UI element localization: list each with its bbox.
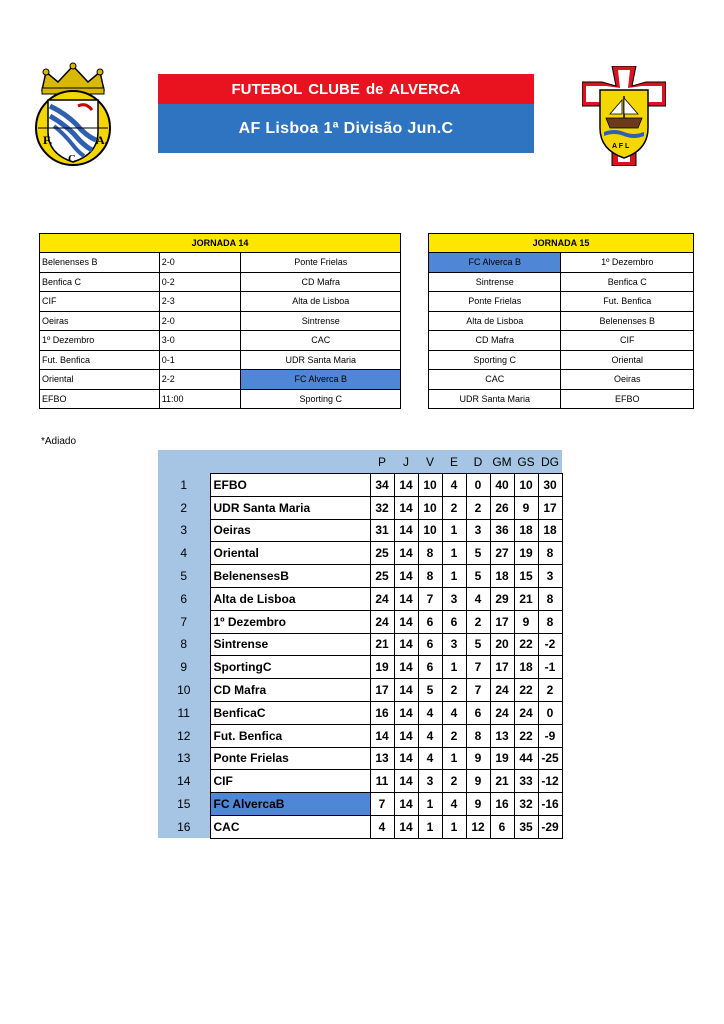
home-team: Ponte Frielas bbox=[429, 292, 561, 312]
standings-row bbox=[158, 679, 562, 702]
stat-cell-v: 8 bbox=[418, 565, 442, 588]
stat-cell-gs: 10 bbox=[514, 474, 538, 497]
home-team: Oeiras bbox=[40, 311, 160, 331]
team-cell: CIF bbox=[210, 770, 370, 793]
standings-table bbox=[158, 450, 563, 839]
stat-cell-d: 0 bbox=[466, 474, 490, 497]
stat-cell-dg: -9 bbox=[538, 724, 562, 747]
stat-cell-j: 14 bbox=[394, 496, 418, 519]
stat-cell-j: 14 bbox=[394, 747, 418, 770]
away-team: Belenenses B bbox=[561, 311, 694, 331]
stat-cell-dg: -2 bbox=[538, 633, 562, 656]
stat-cell-p: 14 bbox=[370, 724, 394, 747]
home-team: EFBO bbox=[40, 389, 160, 409]
team-cell: Oriental bbox=[210, 542, 370, 565]
position-cell: 11 bbox=[158, 701, 210, 724]
standings-row bbox=[158, 474, 562, 497]
position-cell: 13 bbox=[158, 747, 210, 770]
stat-cell-d: 4 bbox=[466, 587, 490, 610]
stat-cell-e: 1 bbox=[442, 565, 466, 588]
away-team: Oeiras bbox=[561, 370, 694, 390]
stat-cell-e: 3 bbox=[442, 633, 466, 656]
stat-cell-gm: 17 bbox=[490, 656, 514, 679]
stat-cell-p: 7 bbox=[370, 793, 394, 816]
stat-cell-gm: 13 bbox=[490, 724, 514, 747]
stat-cell-dg: -12 bbox=[538, 770, 562, 793]
header-team bbox=[210, 450, 370, 474]
stat-cell-p: 16 bbox=[370, 701, 394, 724]
home-team: UDR Santa Maria bbox=[429, 389, 561, 409]
stat-cell-gs: 18 bbox=[514, 519, 538, 542]
club-title: FUTEBOL CLUBE de ALVERCA bbox=[158, 74, 534, 104]
stat-cell-gs: 22 bbox=[514, 724, 538, 747]
stat-cell-e: 1 bbox=[442, 815, 466, 838]
home-team: CAC bbox=[429, 370, 561, 390]
stat-cell-p: 24 bbox=[370, 610, 394, 633]
position-cell: 3 bbox=[158, 519, 210, 542]
match-row bbox=[429, 370, 694, 390]
col-header: DG bbox=[538, 450, 562, 474]
stat-cell-j: 14 bbox=[394, 770, 418, 793]
col-header: GS bbox=[514, 450, 538, 474]
stat-cell-p: 17 bbox=[370, 679, 394, 702]
team-cell: UDR Santa Maria bbox=[210, 496, 370, 519]
standings-row bbox=[158, 656, 562, 679]
position-cell: 4 bbox=[158, 542, 210, 565]
stat-cell-gs: 33 bbox=[514, 770, 538, 793]
match-row bbox=[40, 350, 401, 370]
postponed-note: *Adiado bbox=[41, 436, 77, 447]
stat-cell-gs: 35 bbox=[514, 815, 538, 838]
stat-cell-d: 9 bbox=[466, 793, 490, 816]
home-team: 1º Dezembro bbox=[40, 331, 160, 351]
stat-cell-p: 25 bbox=[370, 542, 394, 565]
team-cell: CD Mafra bbox=[210, 679, 370, 702]
standings-row bbox=[158, 793, 562, 816]
col-header: GM bbox=[490, 450, 514, 474]
stat-cell-gs: 32 bbox=[514, 793, 538, 816]
away-team: UDR Santa Maria bbox=[241, 350, 401, 370]
stat-cell-p: 24 bbox=[370, 587, 394, 610]
stat-cell-dg: -25 bbox=[538, 747, 562, 770]
standings-row bbox=[158, 724, 562, 747]
team-cell: Ponte Frielas bbox=[210, 747, 370, 770]
match-row bbox=[40, 253, 401, 273]
stat-cell-v: 1 bbox=[418, 815, 442, 838]
competition-title: AF Lisboa 1ª Divisão Jun.C bbox=[158, 104, 534, 153]
stat-cell-d: 12 bbox=[466, 815, 490, 838]
stat-cell-j: 14 bbox=[394, 656, 418, 679]
stat-cell-p: 25 bbox=[370, 565, 394, 588]
stat-cell-dg: -16 bbox=[538, 793, 562, 816]
fc-alverca-crest-icon bbox=[26, 62, 120, 168]
score: 3-0 bbox=[159, 331, 241, 351]
position-cell: 7 bbox=[158, 610, 210, 633]
team-cell: Sintrense bbox=[210, 633, 370, 656]
stat-cell-j: 14 bbox=[394, 519, 418, 542]
svg-text:A F L: A F L bbox=[612, 143, 630, 150]
home-team: Sporting C bbox=[429, 350, 561, 370]
home-team: Fut. Benfica bbox=[40, 350, 160, 370]
match-row bbox=[429, 272, 694, 292]
stat-cell-e: 2 bbox=[442, 724, 466, 747]
stat-cell-e: 1 bbox=[442, 542, 466, 565]
stat-cell-v: 7 bbox=[418, 587, 442, 610]
match-row bbox=[40, 331, 401, 351]
stat-cell-e: 2 bbox=[442, 770, 466, 793]
stat-cell-d: 2 bbox=[466, 496, 490, 519]
standings-row bbox=[158, 815, 562, 838]
stat-cell-v: 10 bbox=[418, 519, 442, 542]
stat-cell-dg: 18 bbox=[538, 519, 562, 542]
away-team: Sintrense bbox=[241, 311, 401, 331]
stat-cell-j: 14 bbox=[394, 610, 418, 633]
stat-cell-d: 3 bbox=[466, 519, 490, 542]
stat-cell-j: 14 bbox=[394, 565, 418, 588]
stat-cell-e: 1 bbox=[442, 747, 466, 770]
stat-cell-d: 5 bbox=[466, 542, 490, 565]
team-cell: EFBO bbox=[210, 474, 370, 497]
stat-cell-gm: 40 bbox=[490, 474, 514, 497]
match-row bbox=[40, 389, 401, 409]
stat-cell-v: 8 bbox=[418, 542, 442, 565]
team-cell: BenficaC bbox=[210, 701, 370, 724]
stat-cell-v: 6 bbox=[418, 656, 442, 679]
stat-cell-d: 5 bbox=[466, 633, 490, 656]
stat-cell-dg: 8 bbox=[538, 610, 562, 633]
standings-row bbox=[158, 701, 562, 724]
stat-cell-dg: 3 bbox=[538, 565, 562, 588]
team-cell: 1º Dezembro bbox=[210, 610, 370, 633]
stat-cell-gm: 21 bbox=[490, 770, 514, 793]
stat-cell-e: 4 bbox=[442, 793, 466, 816]
stat-cell-d: 2 bbox=[466, 610, 490, 633]
match-row bbox=[429, 350, 694, 370]
away-team: CD Mafra bbox=[241, 272, 401, 292]
away-team: Ponte Frielas bbox=[241, 253, 401, 273]
stat-cell-dg: 8 bbox=[538, 542, 562, 565]
stat-cell-j: 14 bbox=[394, 724, 418, 747]
standings-row bbox=[158, 496, 562, 519]
stat-cell-gs: 22 bbox=[514, 679, 538, 702]
home-team: Benfica C bbox=[40, 272, 160, 292]
match-row bbox=[40, 292, 401, 312]
away-team: 1º Dezembro bbox=[561, 253, 694, 273]
col-header: E bbox=[442, 450, 466, 474]
stat-cell-e: 4 bbox=[442, 474, 466, 497]
stat-cell-d: 8 bbox=[466, 724, 490, 747]
jornada-14-title: JORNADA 14 bbox=[40, 234, 401, 253]
header-position bbox=[158, 450, 210, 474]
team-cell: Alta de Lisboa bbox=[210, 587, 370, 610]
match-row bbox=[429, 331, 694, 351]
away-team: Fut. Benfica bbox=[561, 292, 694, 312]
score: 11:00 bbox=[159, 389, 241, 409]
score: 0-1 bbox=[159, 350, 241, 370]
stat-cell-gs: 19 bbox=[514, 542, 538, 565]
away-team: FC Alverca B bbox=[241, 370, 401, 390]
stat-cell-gs: 9 bbox=[514, 610, 538, 633]
stat-cell-gs: 9 bbox=[514, 496, 538, 519]
stat-cell-gs: 21 bbox=[514, 587, 538, 610]
stat-cell-gs: 24 bbox=[514, 701, 538, 724]
team-cell: SportingC bbox=[210, 656, 370, 679]
home-team: Alta de Lisboa bbox=[429, 311, 561, 331]
stat-cell-dg: 2 bbox=[538, 679, 562, 702]
stat-cell-gm: 18 bbox=[490, 565, 514, 588]
match-row bbox=[40, 272, 401, 292]
stat-cell-v: 4 bbox=[418, 747, 442, 770]
col-header: J bbox=[394, 450, 418, 474]
away-team: Benfica C bbox=[561, 272, 694, 292]
stat-cell-v: 1 bbox=[418, 793, 442, 816]
home-team: Oriental bbox=[40, 370, 160, 390]
standings-row bbox=[158, 747, 562, 770]
stat-cell-e: 6 bbox=[442, 610, 466, 633]
stat-cell-d: 7 bbox=[466, 679, 490, 702]
stat-cell-e: 1 bbox=[442, 519, 466, 542]
position-cell: 5 bbox=[158, 565, 210, 588]
team-cell: CAC bbox=[210, 815, 370, 838]
stat-cell-v: 6 bbox=[418, 633, 442, 656]
stat-cell-v: 5 bbox=[418, 679, 442, 702]
stat-cell-p: 34 bbox=[370, 474, 394, 497]
match-row bbox=[429, 292, 694, 312]
stat-cell-p: 11 bbox=[370, 770, 394, 793]
team-cell: BelenensesB bbox=[210, 565, 370, 588]
stat-cell-e: 2 bbox=[442, 496, 466, 519]
stat-cell-v: 4 bbox=[418, 724, 442, 747]
stat-cell-gm: 24 bbox=[490, 701, 514, 724]
stat-cell-e: 3 bbox=[442, 587, 466, 610]
stat-cell-p: 32 bbox=[370, 496, 394, 519]
stat-cell-d: 6 bbox=[466, 701, 490, 724]
team-cell: Fut. Benfica bbox=[210, 724, 370, 747]
position-cell: 12 bbox=[158, 724, 210, 747]
score: 2-0 bbox=[159, 311, 241, 331]
stat-cell-j: 14 bbox=[394, 701, 418, 724]
home-team: Belenenses B bbox=[40, 253, 160, 273]
match-row bbox=[429, 389, 694, 409]
stat-cell-p: 19 bbox=[370, 656, 394, 679]
stat-cell-v: 3 bbox=[418, 770, 442, 793]
stat-cell-gm: 29 bbox=[490, 587, 514, 610]
stat-cell-e: 4 bbox=[442, 701, 466, 724]
stat-cell-dg: 0 bbox=[538, 701, 562, 724]
svg-text:F.: F. bbox=[43, 133, 53, 147]
position-cell: 2 bbox=[158, 496, 210, 519]
home-team: CIF bbox=[40, 292, 160, 312]
stat-cell-j: 14 bbox=[394, 633, 418, 656]
stat-cell-gm: 36 bbox=[490, 519, 514, 542]
stat-cell-j: 14 bbox=[394, 542, 418, 565]
score: 2-2 bbox=[159, 370, 241, 390]
match-row bbox=[429, 311, 694, 331]
jornada-15-title: JORNADA 15 bbox=[429, 234, 694, 253]
stat-cell-v: 4 bbox=[418, 701, 442, 724]
position-cell: 8 bbox=[158, 633, 210, 656]
stat-cell-dg: 30 bbox=[538, 474, 562, 497]
standings-row bbox=[158, 770, 562, 793]
stat-cell-p: 13 bbox=[370, 747, 394, 770]
stat-cell-dg: 17 bbox=[538, 496, 562, 519]
score: 2-3 bbox=[159, 292, 241, 312]
stat-cell-e: 2 bbox=[442, 679, 466, 702]
stat-cell-j: 14 bbox=[394, 815, 418, 838]
standings-row bbox=[158, 519, 562, 542]
stat-cell-j: 14 bbox=[394, 587, 418, 610]
stat-cell-gs: 22 bbox=[514, 633, 538, 656]
position-cell: 1 bbox=[158, 474, 210, 497]
home-team: Sintrense bbox=[429, 272, 561, 292]
standings-row bbox=[158, 587, 562, 610]
position-cell: 6 bbox=[158, 587, 210, 610]
away-team: EFBO bbox=[561, 389, 694, 409]
stat-cell-d: 9 bbox=[466, 770, 490, 793]
stat-cell-gm: 17 bbox=[490, 610, 514, 633]
col-header: P bbox=[370, 450, 394, 474]
stat-cell-j: 14 bbox=[394, 793, 418, 816]
position-cell: 16 bbox=[158, 815, 210, 838]
stat-cell-gm: 16 bbox=[490, 793, 514, 816]
standings-row bbox=[158, 610, 562, 633]
home-team: FC Alverca B bbox=[429, 253, 561, 273]
away-team: CIF bbox=[561, 331, 694, 351]
match-row bbox=[429, 253, 694, 273]
team-cell: FC AlvercaB bbox=[210, 793, 370, 816]
stat-cell-v: 10 bbox=[418, 496, 442, 519]
stat-cell-gs: 44 bbox=[514, 747, 538, 770]
stat-cell-e: 1 bbox=[442, 656, 466, 679]
team-cell: Oeiras bbox=[210, 519, 370, 542]
score: 2-0 bbox=[159, 253, 241, 273]
standings-header bbox=[158, 450, 562, 474]
col-header: D bbox=[466, 450, 490, 474]
col-header: V bbox=[418, 450, 442, 474]
stat-cell-dg: -1 bbox=[538, 656, 562, 679]
stat-cell-d: 5 bbox=[466, 565, 490, 588]
match-row bbox=[40, 370, 401, 390]
score: 0-2 bbox=[159, 272, 241, 292]
jornada-15-table bbox=[428, 233, 694, 409]
standings-row bbox=[158, 633, 562, 656]
stat-cell-gm: 24 bbox=[490, 679, 514, 702]
away-team: Oriental bbox=[561, 350, 694, 370]
standings-row bbox=[158, 565, 562, 588]
stat-cell-gm: 26 bbox=[490, 496, 514, 519]
stat-cell-p: 4 bbox=[370, 815, 394, 838]
standings-row bbox=[158, 542, 562, 565]
position-cell: 10 bbox=[158, 679, 210, 702]
stat-cell-d: 7 bbox=[466, 656, 490, 679]
stat-cell-p: 21 bbox=[370, 633, 394, 656]
stat-cell-d: 9 bbox=[466, 747, 490, 770]
stat-cell-dg: -29 bbox=[538, 815, 562, 838]
stat-cell-j: 14 bbox=[394, 474, 418, 497]
jornada-14-table bbox=[39, 233, 401, 409]
af-lisboa-crest-icon bbox=[582, 66, 666, 166]
away-team: CAC bbox=[241, 331, 401, 351]
stat-cell-gm: 6 bbox=[490, 815, 514, 838]
match-row bbox=[40, 311, 401, 331]
position-cell: 9 bbox=[158, 656, 210, 679]
position-cell: 14 bbox=[158, 770, 210, 793]
svg-text:A.: A. bbox=[96, 133, 108, 147]
stat-cell-dg: 8 bbox=[538, 587, 562, 610]
stat-cell-v: 10 bbox=[418, 474, 442, 497]
stat-cell-gs: 15 bbox=[514, 565, 538, 588]
away-team: Alta de Lisboa bbox=[241, 292, 401, 312]
away-team: Sporting C bbox=[241, 389, 401, 409]
svg-text:C: C bbox=[68, 153, 76, 165]
stat-cell-p: 31 bbox=[370, 519, 394, 542]
stat-cell-gm: 27 bbox=[490, 542, 514, 565]
stat-cell-gm: 19 bbox=[490, 747, 514, 770]
stat-cell-gm: 20 bbox=[490, 633, 514, 656]
home-team: CD Mafra bbox=[429, 331, 561, 351]
position-cell: 15 bbox=[158, 793, 210, 816]
stat-cell-j: 14 bbox=[394, 679, 418, 702]
stat-cell-gs: 18 bbox=[514, 656, 538, 679]
stat-cell-v: 6 bbox=[418, 610, 442, 633]
